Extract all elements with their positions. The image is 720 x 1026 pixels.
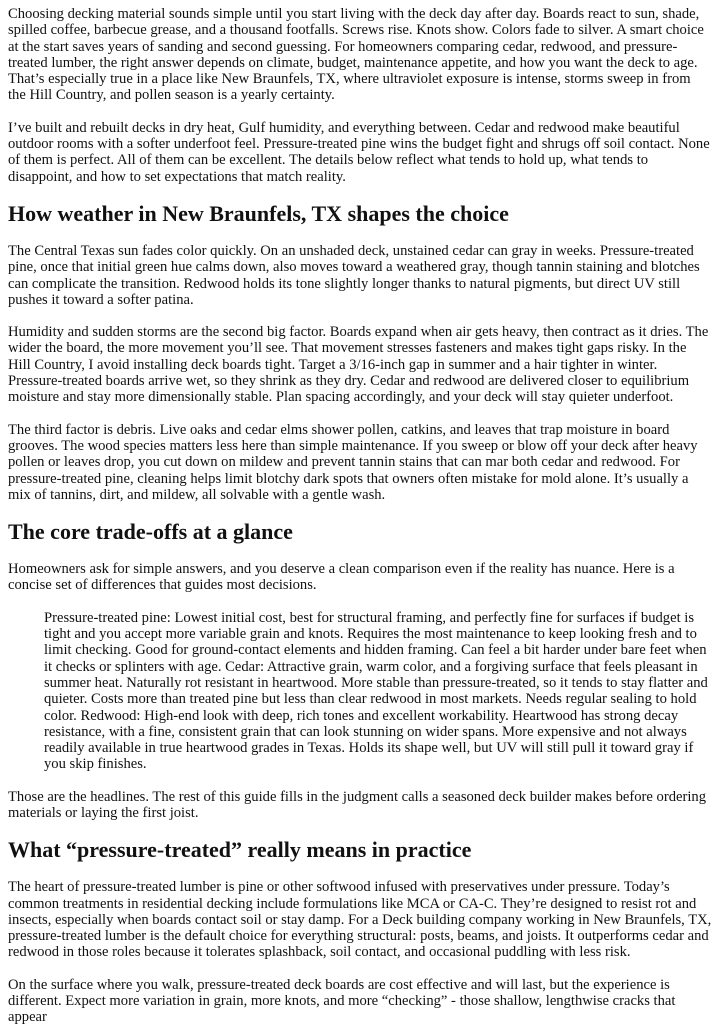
tradeoffs-paragraph-2: Those are the headlines. The rest of this guide fills in the judgment calls a seasoned deck builder makes before ordering materials or laying the first joist.	[8, 788, 706, 821]
intro-paragraph-2: I’ve built and rebuilt decks in dry heat, Gulf humidity, and everything between. Cedar and redwood make beautiful outdoor rooms with a softer underfoot feel. Pressure-treated pine wins the budget fight and shrugs off soil contact. None of them is perfect. All of them can be excellent. The details below reflect what tends to hold up, what tends to disappoint, and how to set expectations that match reality.	[8, 119, 710, 185]
weather-paragraph-3: The third factor is debris. Live oaks and cedar elms shower pollen, catkins, and leaves that trap moisture in board grooves. The wood species matters less here than simple maintenance. If you sweep or blow off your deck after heavy pollen or leaves drop, you cut down on mildew and prevent tannin stains that can mar both cedar and redwood. For pressure-treated pine, cleaning helps limit blotchy dark spots that owners often mistake for mold alone. It’s usually a mix of tannins, dirt, and mildew, all solvable with a gentle wash.	[8, 421, 698, 503]
pressure-treated-paragraph-1: The heart of pressure-treated lumber is pine or other softwood infused with preservatives under pressure. Today’s common treatments in residential decking include formulations like MCA or CA-C. They’re designed to resist rot and insects, especially when boards contact soil or stay damp. For a Deck building company working in New Braunfels, TX, pressure-treated lumber is the default choice for everything structural: posts, beams, and joists. It outperforms cedar and redwood in those roles because it tolerates splashback, soil contact, and occasional puddling with less risk.	[8, 879, 712, 961]
tradeoffs-paragraph-1: Homeowners ask for simple answers, and you deserve a clean comparison even if the reality has nuance. Here is a concise set of differences that guides most decisions.	[8, 561, 675, 594]
intro-paragraph-1: Choosing decking material sounds simple until you start living with the deck day after day. Boards react to sun, shade, spilled coffee, barbecue grease, and a thousand footfalls. Screws rise. Knots show. Colors fade to silver. A smart choice at the start saves years of sanding and second guessing. For homeowners comparing cedar, redwood, and pressure-treated lumber, the right answer depends on climate, budget, maintenance appetite, and how you want the deck to age. That’s especially true in a place like New Braunfels, TX, where ultraviolet exposure is intense, storms sweep in from the Hill Country, and pollen season is a yearly certainty.	[8, 6, 704, 104]
pressure-treated-paragraph-2: On the surface where you walk, pressure-treated deck boards are cost effective and will last, but the experience is different. Expect more variation in grain, more knots, and more “checking” - those shallow, lengthwise cracks that appear	[8, 976, 676, 1026]
section-heading-weather: How weather in New Braunfels, TX shapes the choice	[8, 200, 509, 226]
section-heading-tradeoffs: The core trade-offs at a glance	[8, 519, 293, 545]
section-heading-pressure-treated: What “pressure-treated” really means in practice	[8, 837, 472, 863]
tradeoffs-comparison-block: Pressure-treated pine: Lowest initial cost, best for structural framing, and perfectly fine for surfaces if budget is tight and you accept more variable grain and knots. Requires the most maintenance to keep looking fresh and to limit checking. Good for ground-contact elements and hidden framing. Can feel a bit harder under bare feet when it checks or splinters with age. Cedar: Attractive grain, warm color, and a forgiving surface that feels pleasant in summer heat. Naturally rot resistant in heartwood. More stable than pressure-treated, so it tends to stay flatter and quieter. Costs more than treated pine but less than clear redwood in most markets. Needs regular sealing to hold color. Redwood: High-end look with deep, rich tones and excellent workability. Heartwood has strong decay resistance, with a fine, consistent grain that can look stunning on wider spans. More expensive and not always readily available in true heartwood grades in Texas. Holds its shape well, but UV will still pull it toward gray if you skip finishes.	[44, 609, 708, 773]
weather-paragraph-2: Humidity and sudden storms are the second big factor. Boards expand when air gets heavy, then contract as it dries. The wider the board, the more movement you’ll see. That movement stresses fasteners and makes tight gaps risky. In the Hill Country, I avoid installing deck boards tight. Target a 3/16-inch gap in summer and a hair tighter in winter. Pressure-treated boards arrive wet, so they shrink as they dry. Cedar and redwood are delivered closer to equilibrium moisture and stay more dimensionally stable. Plan spacing accordingly, and your deck will stay quieter underfoot.	[8, 324, 709, 406]
weather-paragraph-1: The Central Texas sun fades color quickly. On an unshaded deck, unstained cedar can gray in weeks. Pressure-treated pine, once that initial green hue calms down, also moves toward a weathered gray, though tannin staining and blotches can complicate the transition. Redwood holds its tone slightly longer thanks to natural pigments, but direct UV still pushes it toward a softer patina.	[8, 242, 700, 308]
